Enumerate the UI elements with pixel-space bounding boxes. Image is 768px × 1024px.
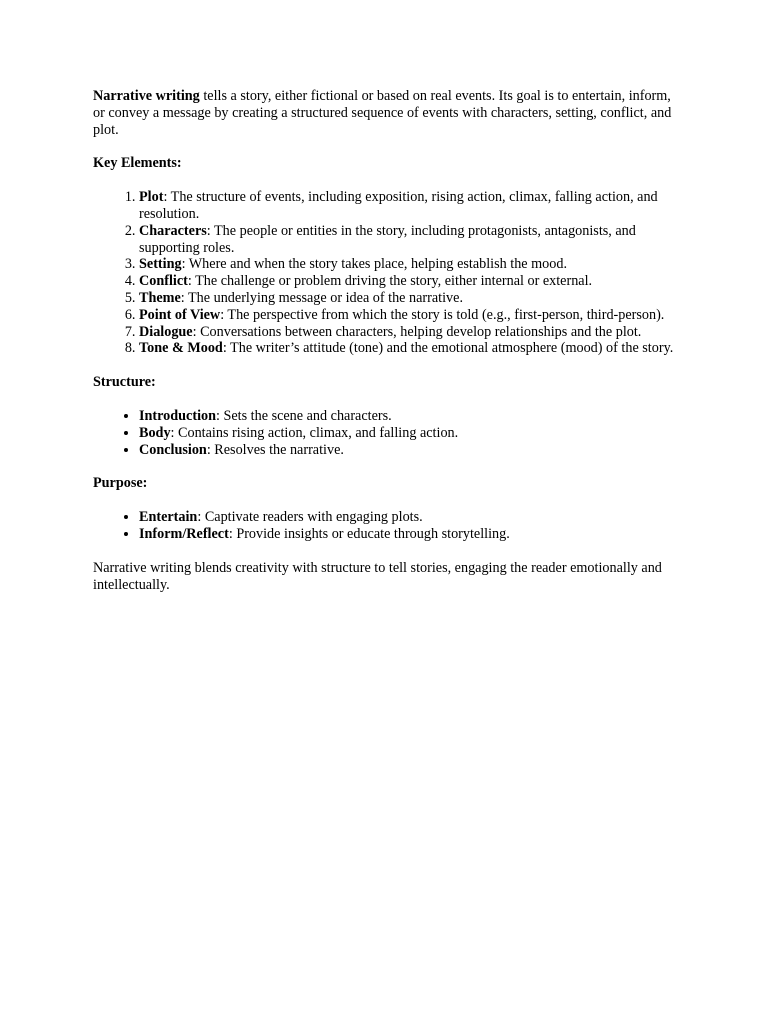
list-item bbox=[139, 324, 683, 341]
purpose-list bbox=[93, 509, 683, 543]
document-page bbox=[93, 88, 683, 593]
item-desc: : The writer’s attitude (tone) and the emotional atmosphere (mood) of the story. bbox=[222, 340, 674, 357]
list-item bbox=[139, 340, 683, 357]
item-term: Plot bbox=[139, 189, 164, 206]
item-desc: : The people or entities in the story, including protagonists, antagonists, and supporting roles. bbox=[139, 222, 636, 256]
list-item bbox=[139, 273, 683, 290]
item-term: Setting bbox=[139, 256, 182, 273]
closing-paragraph: Narrative writing blends creativity with structure to tell stories, engaging the reader emotionally and intellectually. bbox=[93, 559, 662, 593]
item-term: Tone & Mood bbox=[139, 340, 223, 357]
list-item bbox=[139, 256, 683, 273]
item-term: Entertain bbox=[139, 509, 198, 526]
item-term: Dialogue bbox=[139, 323, 193, 340]
item-desc: : Captivate readers with engaging plots. bbox=[197, 509, 423, 526]
intro-paragraph bbox=[93, 88, 683, 138]
item-term: Inform/Reflect bbox=[139, 525, 229, 542]
item-term: Conflict bbox=[139, 273, 188, 290]
item-term: Conclusion bbox=[139, 441, 207, 458]
key-elements-list bbox=[93, 189, 683, 357]
item-desc: : Conversations between characters, helping develop relationships and the plot. bbox=[192, 323, 642, 340]
list-item bbox=[139, 509, 683, 526]
list-item bbox=[139, 526, 683, 543]
structure-heading: Structure: bbox=[93, 374, 156, 391]
list-item bbox=[139, 425, 683, 442]
item-term: Body bbox=[139, 424, 171, 441]
key-elements-heading: Key Elements: bbox=[93, 155, 182, 172]
list-item bbox=[139, 223, 683, 257]
purpose-heading: Purpose: bbox=[93, 475, 148, 492]
list-item bbox=[139, 442, 683, 459]
item-term: Characters bbox=[139, 222, 207, 239]
item-desc: : Provide insights or educate through storytelling. bbox=[228, 525, 510, 542]
list-item bbox=[139, 408, 683, 425]
item-desc: : Resolves the narrative. bbox=[206, 441, 344, 458]
list-item bbox=[139, 307, 683, 324]
item-term: Point of View bbox=[139, 306, 221, 323]
item-desc: : The challenge or problem driving the story, either internal or external. bbox=[187, 273, 593, 290]
item-desc: : Where and when the story takes place, helping establish the mood. bbox=[181, 256, 568, 273]
item-desc: : Contains rising action, climax, and falling action. bbox=[170, 424, 459, 441]
structure-list bbox=[93, 408, 683, 458]
intro-text: tells a story, either fictional or based on real events. Its goal is to entertain, inform, or convey a message by creating a structured sequence of events with characters, setting, conflict, and plot. bbox=[93, 88, 672, 138]
intro-term: Narrative writing bbox=[93, 88, 200, 104]
list-item bbox=[139, 189, 683, 223]
item-desc: : The underlying message or idea of the narrative. bbox=[180, 289, 463, 306]
item-desc: : Sets the scene and characters. bbox=[216, 407, 392, 424]
item-desc: : The structure of events, including exposition, rising action, climax, falling action, and resolution. bbox=[139, 189, 658, 222]
item-term: Introduction bbox=[139, 407, 216, 424]
item-term: Theme bbox=[139, 289, 181, 306]
item-desc: : The perspective from which the story is told (e.g., first-person, third-person). bbox=[220, 306, 665, 323]
list-item bbox=[139, 290, 683, 307]
